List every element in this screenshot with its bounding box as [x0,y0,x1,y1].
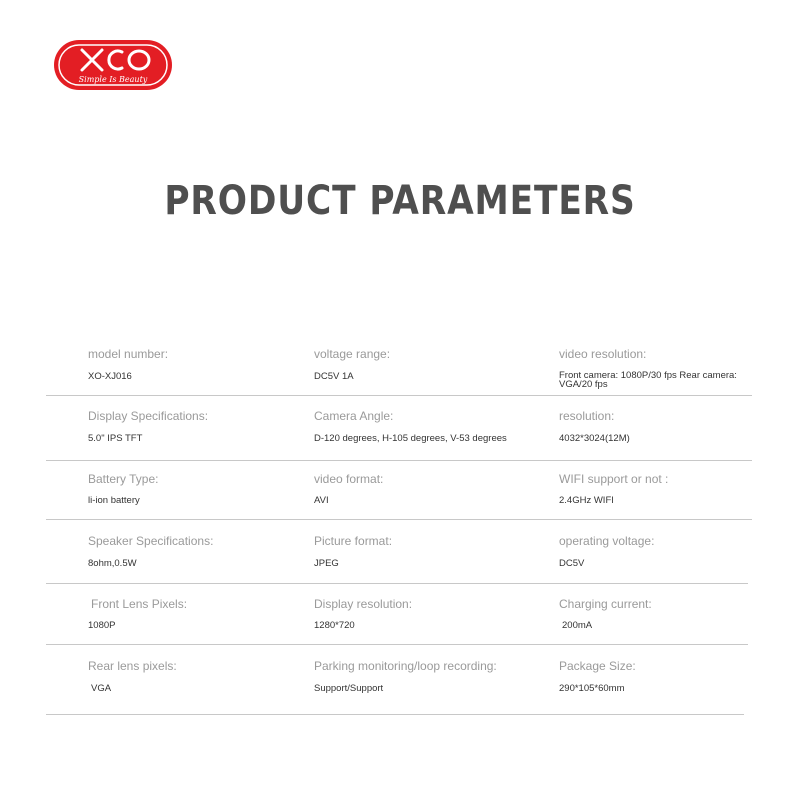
spec-label: Display resolution: [314,597,413,611]
page-title: PRODUCT PARAMETERS [164,178,636,224]
row-divider [46,583,748,584]
row-divider [46,519,752,520]
spec-value: Front camera: 1080P/30 fps Rear camera: VGA/20 fps [559,370,737,390]
spec-value: 5.0" IPS TFT [88,433,143,444]
row-divider [46,395,752,396]
spec-value: 8ohm,0.5W [88,558,137,569]
spec-label: Camera Angle: [314,409,394,423]
row-divider [46,714,744,715]
spec-value: li-ion battery [88,495,140,506]
spec-label: Front Lens Pixels: [91,597,188,611]
spec-label: model number: [88,347,169,361]
spec-value: DC5V [559,558,585,569]
spec-label: Speaker Specifications: [88,534,214,548]
spec-label: video resolution: [559,347,647,361]
spec-value: 2.4GHz WIFI [559,495,614,506]
spec-value: VGA [91,683,112,694]
spec-label: WIFI support or not : [559,472,669,486]
spec-label: Charging current: [559,597,652,611]
spec-value: 4032*3024(12M) [559,433,630,444]
row-divider [46,460,752,461]
spec-label: Parking monitoring/loop recording: [314,659,497,673]
spec-label: voltage range: [314,347,391,361]
spec-label: operating voltage: [559,534,655,548]
spec-value: Support/Support [314,683,384,694]
spec-value: 200mA [562,620,593,631]
spec-value: 290*105*60mm [559,683,625,694]
spec-value: D-120 degrees, H-105 degrees, V-53 degrees [314,433,507,444]
spec-value: XO-XJ016 [88,371,132,382]
spec-value: DC5V 1A [314,371,354,382]
spec-label: Battery Type: [88,472,159,486]
row-divider [46,644,748,645]
spec-label: Picture format: [314,534,393,548]
spec-label: Display Specifications: [88,409,209,423]
svg-text:Simple Is Beauty: Simple Is Beauty [78,75,148,84]
spec-label: resolution: [559,409,615,423]
spec-value: 1080P [88,620,116,631]
spec-value: 1280*720 [314,620,355,631]
spec-label: Package Size: [559,659,636,673]
spec-value: JPEG [314,558,339,569]
spec-label: video format: [314,472,384,486]
spec-value: AVI [314,495,329,506]
spec-label: Rear lens pixels: [88,659,177,673]
